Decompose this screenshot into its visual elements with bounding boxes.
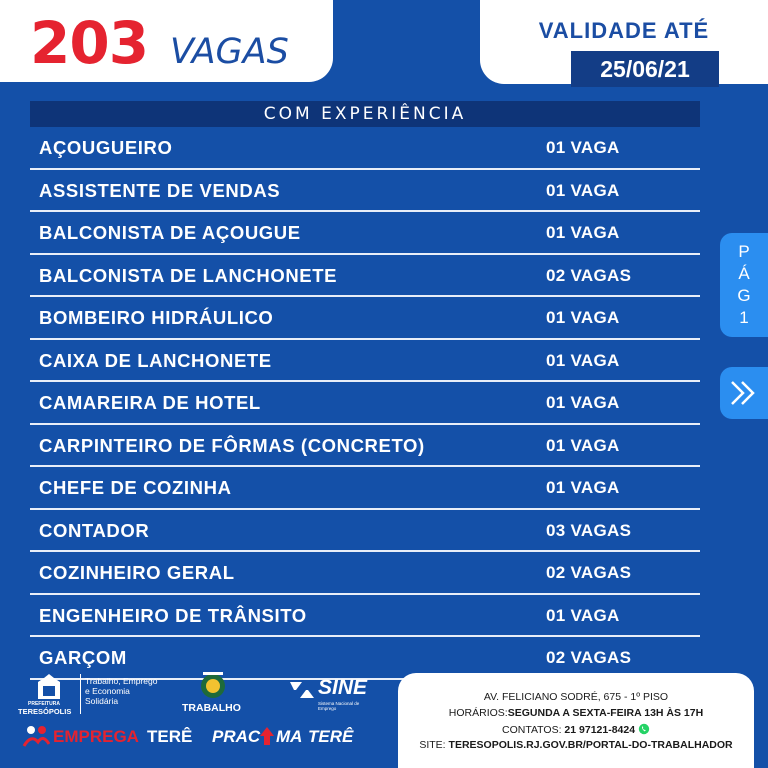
job-vacancies: 01 VAGA [546,435,620,455]
hours-value: SEGUNDA A SEXTA-FEIRA 13H ÀS 17H [507,707,704,719]
empregatere-logo [22,723,207,749]
job-title: BOMBEIRO HIDRÁULICO [39,307,274,328]
trabalho-logo [180,670,246,714]
page-indicator-char: P [738,242,750,261]
job-vacancies: 01 VAGA [546,180,620,200]
prefeitura-label: PREFEITURA [28,701,60,707]
job-vacancies: 02 VAGAS [546,648,632,667]
job-title: CAMAREIRA DE HOTEL [39,392,261,413]
job-vacancies: 01 VAGA [546,350,620,370]
state-emblem-icon [180,670,246,702]
contacts-label: CONTATOS: [501,724,562,736]
job-row [30,170,700,213]
secretaria-label [85,676,157,706]
job-row [30,127,700,170]
city-label: TERESÓPOLIS [18,707,72,716]
sine-subtitle: Sistema Nacional de Emprego [318,701,360,711]
job-vacancies: 01 VAGA [546,138,620,157]
hours-line [398,707,754,719]
site-line [398,739,754,751]
job-row [30,552,700,595]
vacancy-count: 203 [30,9,149,77]
secretaria-line-2: e Economia [85,686,130,696]
contacts-phone[interactable]: 21 97121-8424 [564,724,636,736]
handshake-people-icon [22,724,50,748]
job-row [30,467,700,510]
job-row [30,212,700,255]
job-title: CONTADOR [39,519,150,541]
sine-logo [288,676,378,710]
job-title: CAIXA DE LANCHONETE [39,349,272,371]
job-title: ENGENHEIRO DE TRÂNSITO [39,604,307,626]
city-crest-icon [18,672,80,702]
validity-title: VALIDADE ATÉ [538,18,710,43]
job-row [30,297,700,340]
job-row [30,255,700,298]
vacancy-word: VAGAS [170,32,289,72]
sine-mark-icon [288,678,316,702]
header-count-panel [0,0,333,82]
whatsapp-icon [638,723,650,735]
job-list [30,127,700,680]
job-title: GARÇOM [39,647,127,668]
page-indicator-char: G [737,286,751,305]
page-indicator-tab [720,233,768,337]
trabalho-label: TRABALHO [182,702,241,714]
secretaria-line-1: Trabalho, Emprego [85,676,158,686]
job-vacancies: 03 VAGAS [546,520,632,540]
job-title: BALCONISTA DE LANCHONETE [39,264,338,286]
job-row [30,340,700,383]
job-vacancies: 01 VAGA [546,393,620,412]
sine-label: SINE [318,676,368,699]
job-vacancies: 02 VAGAS [546,265,632,285]
job-row [30,510,700,553]
page-indicator-char: 1 [739,308,749,327]
site-label: SITE: [419,739,446,751]
empregatere-part-2: TERÊ [147,727,193,746]
pracamatere-part-2: MA [276,727,303,746]
job-vacancies: 01 VAGA [546,605,620,625]
section-title: COM EXPERIÊNCIA [30,101,700,127]
pracamatere-part-3: TERÊ [308,727,354,746]
job-title: AÇOUGUEIRO [39,137,173,158]
job-row [30,425,700,468]
next-page-button[interactable] [720,367,768,419]
contact-info-box [398,673,754,768]
job-title: ASSISTENTE DE VENDAS [39,179,281,201]
job-title: CARPINTEIRO DE FÔRMAS (CONCRETO) [39,434,425,456]
hours-label: HORÁRIOS: [448,707,508,719]
secretaria-line-3: Solidária [85,696,119,706]
logo-divider [80,674,81,714]
job-title: COZINHEIRO GERAL [39,562,235,583]
pracamatere-logo [212,723,362,749]
prefeitura-logo [18,672,80,714]
site-link[interactable]: TERESOPOLIS.RJ.GOV.BR/PORTAL-DO-TRABALHADOR [448,739,733,751]
job-vacancies: 01 VAGA [546,223,620,242]
job-row [30,382,700,425]
pracamatere-part-1: PRAC [212,727,261,746]
arrow-up-icon [259,726,275,746]
job-vacancies: 01 VAGA [546,308,620,327]
job-vacancies: 02 VAGAS [546,563,632,582]
job-title: CHEFE DE COZINHA [39,477,232,498]
job-row [30,595,700,638]
address-line [398,691,754,703]
contacts-line [398,723,754,736]
job-title: BALCONISTA DE AÇOUGUE [39,222,301,243]
empregatere-part-1: EMPREGA [53,727,139,746]
validity-date: 25/06/21 [571,51,719,87]
page-indicator-char: Á [738,264,750,283]
address-text: AV. FELICIANO SODRÉ, 675 - 1º PISO [483,691,669,703]
job-vacancies: 01 VAGA [546,478,620,497]
double-chevron-right-icon [720,367,768,419]
